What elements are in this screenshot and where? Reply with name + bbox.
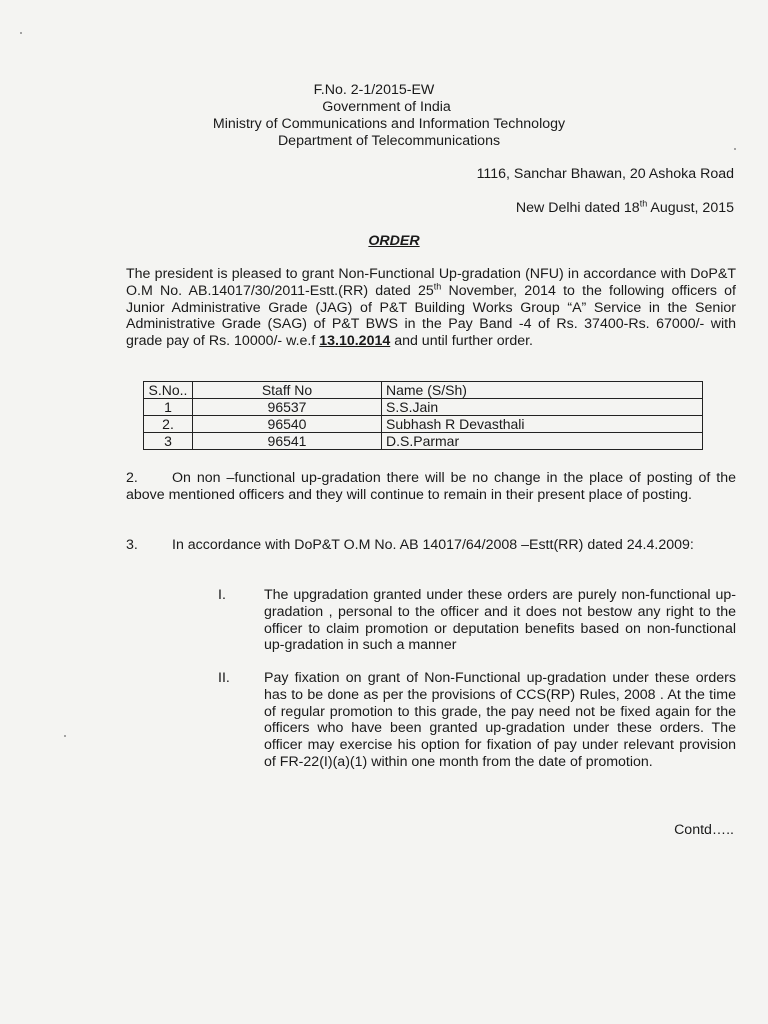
cell-name: S.S.Jain — [382, 399, 703, 416]
header-name: Name (S/Sh) — [382, 382, 703, 399]
issue-date — [516, 200, 734, 217]
file-number: F.No. 2-1/2015-EW — [313, 82, 435, 98]
date-prefix: New Delhi dated 18 — [515, 200, 640, 216]
para3-text: In accordance with DoP&T O.M No. AB 14017/64/2008 –Estt(RR) dated 24.4.2009: — [172, 537, 694, 553]
para1-text-b: November, 2014 to the following officers of Junior Administrative Grade (JAG) of P&T Building Works Group “A” Service in the Senior Administrative Grade (SAG) of P&T BWS in the Pay Band -4 of Rs. 37400-Rs. 67000/- with grade pay of Rs. 10000/- w.e.f — [126, 282, 736, 350]
order-paragraph-1 — [126, 266, 736, 350]
table-header-row — [144, 382, 703, 399]
cell-staff-no: 96540 — [193, 416, 382, 433]
subpoint-numeral: II. — [218, 670, 230, 686]
government-line: Government of India — [322, 99, 451, 115]
ministry-line: Ministry of Communications and Information Technology — [212, 116, 566, 132]
order-title: ORDER — [368, 233, 420, 249]
scan-speck — [20, 32, 22, 34]
continued-marker: Contd….. — [674, 822, 734, 838]
cell-name: Subhash R Devasthali — [382, 416, 703, 433]
table-row — [144, 399, 703, 416]
header-staff-no: Staff No — [193, 382, 382, 399]
para1-text-a: The president is pleased to grant Non-Functional Up-gradation (NFU) in accordance with DoP&T O.M No. AB.14017/30/2011-Estt.(RR) dated 25 — [126, 266, 736, 299]
date-suffix: August, 2015 — [647, 200, 734, 216]
para3-number: 3. — [126, 537, 138, 553]
cell-sno: 1 — [144, 399, 193, 416]
order-paragraph-3 — [126, 537, 736, 554]
scan-speck — [734, 148, 736, 150]
para2-number: 2. — [126, 470, 138, 486]
cell-sno: 3 — [144, 433, 193, 450]
subpoint-text: Pay fixation on grant of Non-Functional up-gradation under these orders has to be done as per the provisions of CCS(RP) Rules, 2008 . At the time of regular promotion to this grade, the pay need not be fixed again for the officers who have been granted up-gradation under these orders. The officer may exercise his option for fixation of pay under relevant provision of FR-22(I)(a)(1) within one month from the date of promotion. — [264, 670, 736, 770]
header-sno: S.No.. — [144, 382, 193, 399]
para1-sup: th — [433, 281, 442, 292]
para2-text: On non –functional up-gradation there will be no change in the place of posting of the above mentioned officers and they will continue to remain in their present place of posting. — [126, 470, 736, 503]
table-row — [144, 416, 703, 433]
cell-staff-no: 96541 — [193, 433, 382, 450]
subpoint-text: The upgradation granted under these orders are purely non-functional up-gradation , personal to the officer and it does not bestow any right to the officer to claim promotion or deputation benefits based on non-functional up-gradation in such a manner — [264, 587, 736, 654]
cell-staff-no: 96537 — [193, 399, 382, 416]
cell-name: D.S.Parmar — [382, 433, 703, 450]
date-sup: th — [639, 198, 648, 209]
effective-date: 13.10.2014 — [319, 333, 391, 350]
letterhead — [0, 82, 768, 150]
cell-sno: 2. — [144, 416, 193, 433]
para1-text-c: and until further order. — [390, 333, 533, 350]
department-line: Department of Telecommunications — [277, 133, 501, 149]
office-address: 1116, Sanchar Bhawan, 20 Ashoka Road — [476, 166, 734, 182]
order-paragraph-2 — [126, 470, 736, 504]
subpoint-numeral: I. — [218, 587, 226, 603]
officers-table — [143, 381, 703, 450]
table-row — [144, 433, 703, 450]
scan-speck — [64, 735, 66, 737]
